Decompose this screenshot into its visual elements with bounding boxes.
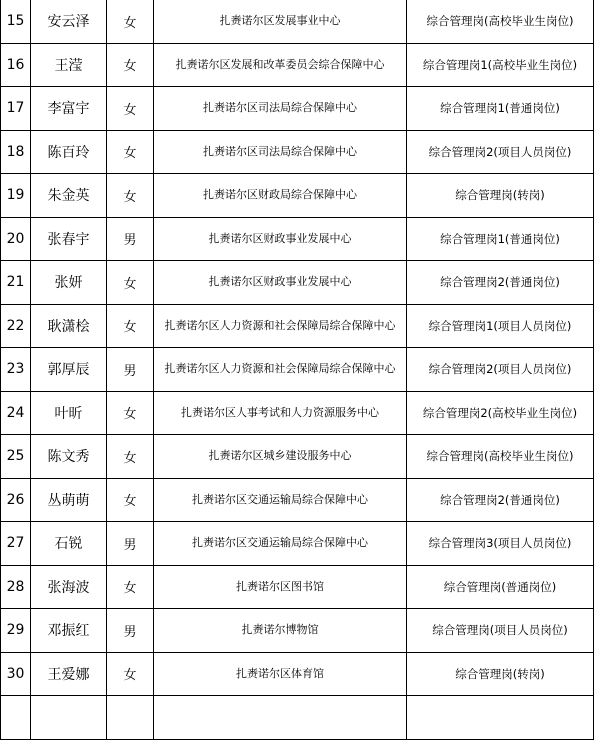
table-row-partial (1, 696, 594, 740)
table-row (1, 478, 594, 522)
table-row (1, 609, 594, 653)
position: 综合管理岗(普通岗位) (407, 565, 594, 609)
person-name: 安云泽 (31, 0, 107, 43)
employer-unit: 扎赉诺尔区体育馆 (154, 652, 407, 696)
employer-unit: 扎赉诺尔区人力资源和社会保障局综合保障中心 (154, 304, 407, 348)
row-number: 27 (1, 522, 31, 566)
gender: 女 (107, 478, 154, 522)
table-row (1, 304, 594, 348)
employer-unit: 扎赉诺尔区人事考试和人力资源服务中心 (154, 391, 407, 435)
row-number: 19 (1, 174, 31, 218)
position: 综合管理岗2(普通岗位) (407, 478, 594, 522)
table-row (1, 87, 594, 131)
table-row (1, 0, 594, 43)
person-name: 王爱娜 (31, 652, 107, 696)
person-name: 王滢 (31, 43, 107, 87)
row-number: 26 (1, 478, 31, 522)
employer-unit: 扎赉诺尔区司法局综合保障中心 (154, 130, 407, 174)
position: 综合管理岗2(项目人员岗位) (407, 348, 594, 392)
employer-unit: 扎赉诺尔区财政事业发展中心 (154, 261, 407, 305)
table-row (1, 217, 594, 261)
gender: 女 (107, 261, 154, 305)
gender: 男 (107, 522, 154, 566)
position: 综合管理岗(高校毕业生岗位) (407, 0, 594, 43)
row-number: 15 (1, 0, 31, 43)
gender: 女 (107, 174, 154, 218)
employer-unit: 扎赉诺尔区司法局综合保障中心 (154, 87, 407, 131)
person-name: 石锐 (31, 522, 107, 566)
person-name: 叶昕 (31, 391, 107, 435)
employer-unit: 扎赉诺尔区发展和改革委员会综合保障中心 (154, 43, 407, 87)
employer-unit: 扎赉诺尔区财政事业发展中心 (154, 217, 407, 261)
table-row (1, 565, 594, 609)
person-name: 耿潇桧 (31, 304, 107, 348)
table-row (1, 348, 594, 392)
table-row (1, 174, 594, 218)
employer-unit: 扎赉诺尔区人力资源和社会保障局综合保障中心 (154, 348, 407, 392)
position: 综合管理岗(转岗) (407, 652, 594, 696)
employer-unit: 扎赉诺尔博物馆 (154, 609, 407, 653)
table-row (1, 652, 594, 696)
person-name: 邓振红 (31, 609, 107, 653)
gender: 女 (107, 652, 154, 696)
table-row (1, 391, 594, 435)
person-name: 朱金英 (31, 174, 107, 218)
employer-unit: 扎赉诺尔区交通运输局综合保障中心 (154, 522, 407, 566)
row-number: 16 (1, 43, 31, 87)
employer-unit: 扎赉诺尔区财政局综合保障中心 (154, 174, 407, 218)
person-name: 丛萌萌 (31, 478, 107, 522)
gender: 女 (107, 565, 154, 609)
gender: 女 (107, 130, 154, 174)
position: 综合管理岗2(普通岗位) (407, 261, 594, 305)
row-number: 22 (1, 304, 31, 348)
gender: 男 (107, 609, 154, 653)
person-name: 陈百玲 (31, 130, 107, 174)
row-number: 17 (1, 87, 31, 131)
table-row (1, 261, 594, 305)
position: 综合管理岗1(项目人员岗位) (407, 304, 594, 348)
person-name: 郭厚辰 (31, 348, 107, 392)
person-name: 李富宇 (31, 87, 107, 131)
employer-unit: 扎赉诺尔区图书馆 (154, 565, 407, 609)
row-number: 28 (1, 565, 31, 609)
employer-unit: 扎赉诺尔区发展事业中心 (154, 0, 407, 43)
row-number: 24 (1, 391, 31, 435)
row-number: 23 (1, 348, 31, 392)
position: 综合管理岗2(高校毕业生岗位) (407, 391, 594, 435)
row-number: 21 (1, 261, 31, 305)
gender: 女 (107, 391, 154, 435)
position: 综合管理岗2(项目人员岗位) (407, 130, 594, 174)
gender: 女 (107, 87, 154, 131)
position: 综合管理岗3(项目人员岗位) (407, 522, 594, 566)
person-name: 张海波 (31, 565, 107, 609)
gender: 女 (107, 0, 154, 43)
row-number: 29 (1, 609, 31, 653)
position: 综合管理岗1(普通岗位) (407, 217, 594, 261)
position: 综合管理岗1(高校毕业生岗位) (407, 43, 594, 87)
gender: 男 (107, 348, 154, 392)
row-number: 20 (1, 217, 31, 261)
employer-unit: 扎赉诺尔区交通运输局综合保障中心 (154, 478, 407, 522)
gender: 男 (107, 217, 154, 261)
position: 综合管理岗(项目人员岗位) (407, 609, 594, 653)
gender: 女 (107, 304, 154, 348)
position: 综合管理岗(高校毕业生岗位) (407, 435, 594, 479)
row-number: 18 (1, 130, 31, 174)
employer-unit: 扎赉诺尔区城乡建设服务中心 (154, 435, 407, 479)
person-name: 张妍 (31, 261, 107, 305)
gender: 女 (107, 435, 154, 479)
table-row (1, 522, 594, 566)
person-name: 陈文秀 (31, 435, 107, 479)
position: 综合管理岗(转岗) (407, 174, 594, 218)
person-name: 张春宇 (31, 217, 107, 261)
table-row (1, 435, 594, 479)
table-row (1, 43, 594, 87)
row-number: 30 (1, 652, 31, 696)
gender: 女 (107, 43, 154, 87)
row-number: 25 (1, 435, 31, 479)
position: 综合管理岗1(普通岗位) (407, 87, 594, 131)
table-row (1, 130, 594, 174)
